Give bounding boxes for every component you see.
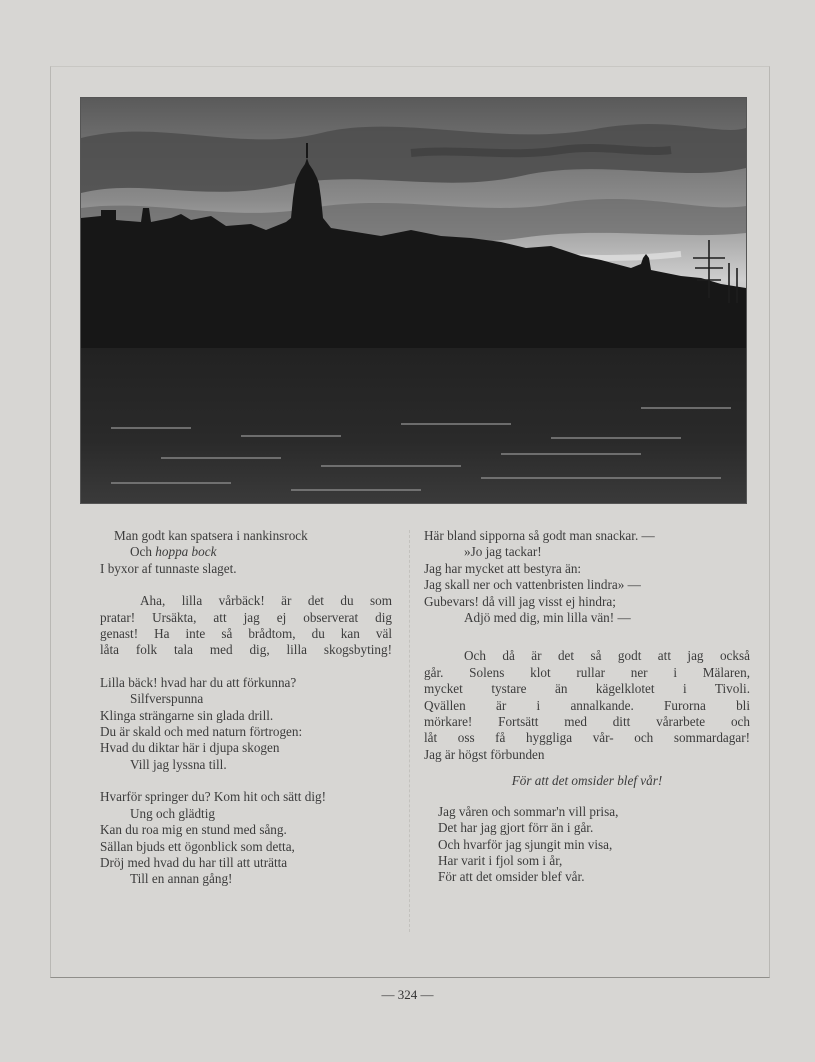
text-line: Till en annan gång! — [130, 871, 233, 887]
text-line: Silfverspunna — [130, 691, 204, 707]
text-line: mörkare! Fortsätt med ditt vårarbete och — [424, 714, 750, 730]
text-line: »Jo jag tackar! — [464, 544, 542, 560]
text-line: låt oss få hyggliga vår- och sommardagar! — [424, 730, 750, 746]
text-line: Jag är högst förbunden — [424, 746, 545, 762]
text-line: Qvällen är i annalkande. Furorna bli — [424, 697, 750, 713]
text-span: Och — [130, 544, 156, 560]
text-line: mycket tystare än kägelklotet i Tivoli. — [424, 681, 750, 697]
text-line: Ung och glädtig — [130, 805, 215, 821]
text-line: genast! Ha inte så brådtom, du kan väl — [100, 626, 392, 642]
text-line: Det har jag gjort förr än i går. — [438, 820, 594, 836]
text-line: Jag skall ner och vattenbristen lindra» — — [424, 577, 641, 593]
text-line: Adjö med dig, min lilla vän! — — [464, 610, 631, 626]
city-skyline-at-dusk-illustration — [81, 98, 746, 503]
italic-text: hoppa bock — [155, 544, 217, 560]
text-line: Hvad du diktar här i djupa skogen — [100, 740, 280, 756]
city-skyline-illustration — [80, 97, 747, 504]
text-line: går. Solens klot rullar ner i Mälaren, — [424, 664, 750, 680]
text-line: Du är skald och med naturn förtrogen: — [100, 724, 303, 740]
text-line: Gubevars! då vill jag visst ej hindra; — [424, 593, 616, 609]
text-line: Jag har mycket att bestyra än: — [424, 560, 582, 576]
text-line: Och hvarför jag sjungit min visa, — [438, 836, 613, 852]
right-column — [424, 528, 750, 886]
left-column — [100, 528, 392, 888]
column-divider — [409, 530, 410, 932]
text-line: Man godt kan spatsera i nankinsrock — [114, 528, 308, 543]
text-line: låta folk tala med dig, lilla skogsbyting! — [100, 642, 392, 658]
text-line: Hvarför springer du? Kom hit och sätt dig! — [100, 789, 326, 805]
text-line: pratar! Ursäkta, att jag ej observerat dig — [100, 609, 392, 625]
text-line: Och då är det så godt att jag också — [464, 648, 750, 664]
text-line — [100, 544, 392, 560]
text-line: Kan du roa mig en stund med sång. — [100, 822, 287, 838]
section-heading: För att det omsider blef vår! — [511, 773, 663, 789]
text-line: Vill jag lyssna till. — [130, 756, 227, 772]
text-line: Jag våren och sommar'n vill prisa, — [438, 803, 619, 819]
text-line: Klinga strängarne sin glada drill. — [100, 707, 274, 723]
text-line: I byxor af tunnaste slaget. — [100, 560, 237, 576]
text-line: Lilla bäck! hvad har du att förkunna? — [100, 674, 297, 690]
text-line: Har varit i fjol som i år, — [438, 852, 563, 868]
text-line: Här bland sipporna så godt man snackar. — — [424, 528, 655, 543]
text-line: För att det omsider blef vår. — [438, 869, 585, 885]
text-line: Aha, lilla vårbäck! är det du som — [140, 593, 392, 609]
text-line: Dröj med hvad du har till att uträtta — [100, 854, 288, 870]
text-line: Sällan bjuds ett ögonblick som detta, — [100, 838, 295, 854]
page-number: — 324 — — [381, 987, 434, 1002]
